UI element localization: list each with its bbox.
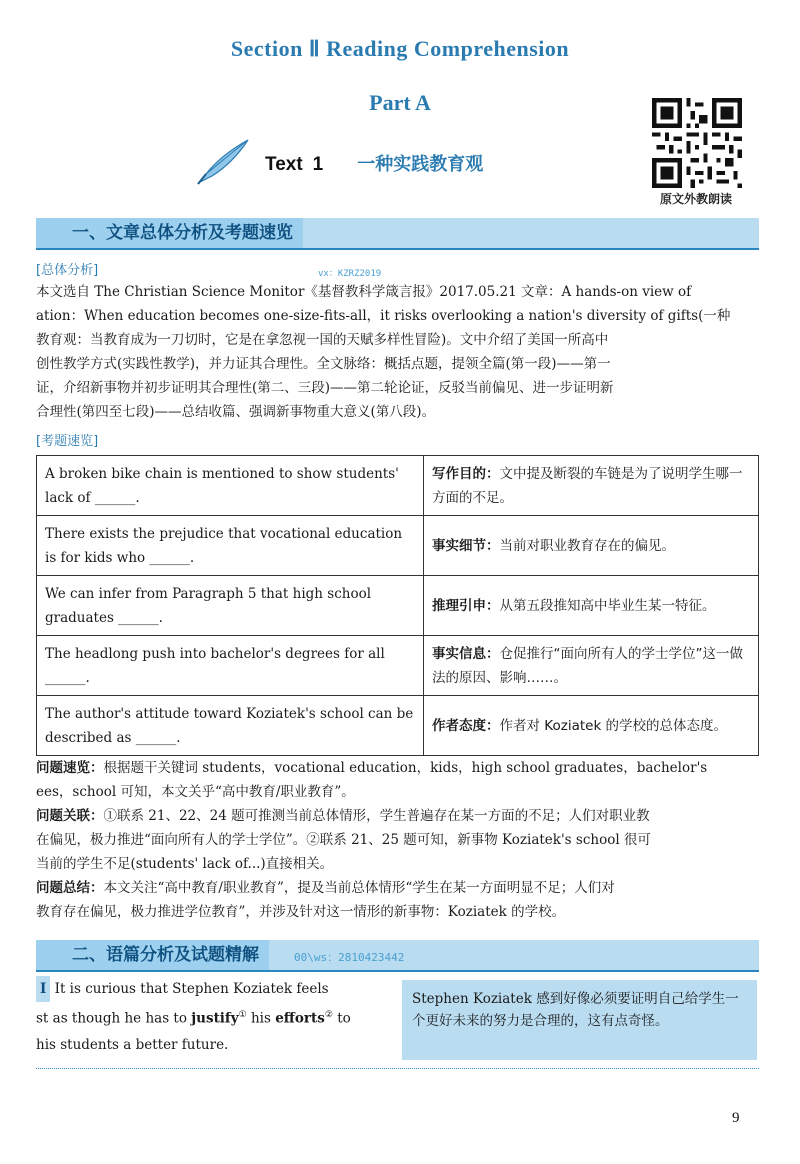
passage-paragraph: [36, 976, 351, 1058]
qr-caption: 原文外教朗读: [659, 192, 732, 206]
question-type: 推理引申：: [432, 597, 500, 614]
quick-view-label: [考题速览]: [36, 434, 99, 449]
divider: [36, 1068, 759, 1069]
question-note: 作者对 Koziatek 的学校的总体态度。: [499, 717, 728, 734]
question-note: 文中提及断裂的车链是为了说明学生哪一方面的不足。: [432, 465, 743, 506]
section-heading-2-label: 二、语篇分析及试题精解: [36, 940, 269, 970]
question-analysis: [424, 516, 759, 576]
heading-rule: [36, 970, 759, 972]
overview-line: 本文选自 The Christian Science Monitor《基督教科学箴言报》2017.05.21 文章：A hands-on view of: [36, 284, 692, 300]
table-row: [37, 636, 759, 696]
note-line: 教育存在偏见，极力推进学位教育”，并涉及针对这一情形的新事物：Koziatek 的学校。: [36, 904, 566, 920]
watermark: 00\ws：2810423442: [294, 951, 405, 964]
note-line: 当前的学生不足(students' lack of...)直接相关。: [36, 856, 334, 872]
quill-pen-icon: [196, 138, 252, 186]
question-table: [36, 455, 759, 756]
question-stem: The headlong push into bachelor's degrees for all ______.: [37, 636, 424, 696]
question-stem: There exists the prejudice that vocational education is for kids who ______.: [37, 516, 424, 576]
table-row: [37, 516, 759, 576]
note-line: [36, 876, 707, 900]
translation-box: [402, 980, 757, 1060]
question-type: 事实细节：: [432, 537, 500, 554]
note-line: ees，school 可知，本文关乎“高中教育/职业教育”。: [36, 784, 355, 800]
qr-code-icon[interactable]: [652, 98, 742, 188]
question-type: 作者态度：: [432, 717, 500, 734]
passage-line: It is curious that Stephen Koziatek feels: [54, 981, 329, 997]
overview-label: [总体分析]: [36, 263, 99, 278]
vocab-justify[interactable]: justify: [191, 1010, 239, 1027]
note-tag: 问题速览：: [36, 760, 104, 776]
heading-rule: [36, 248, 759, 250]
watermark: vx：KZRZ2019: [318, 269, 382, 279]
note-text: 本文关注“高中教育/职业教育”，提及当前总体情形“学生在某一方面明显不足；人们对: [103, 880, 615, 896]
section-title: Section Ⅱ Reading Comprehension: [230, 36, 570, 61]
overview-line: 证，介绍新事物并初步证明其合理性(第二、三段)——第二轮论证，反驳当前偏见、进一步证明新: [36, 380, 614, 396]
question-note: 当前对职业教育存在的偏见。: [499, 537, 675, 554]
question-stem: The author's attitude toward Koziatek's school can be described as ______.: [37, 696, 424, 756]
table-row: [37, 576, 759, 636]
question-stem: We can infer from Paragraph 5 that high school graduates ______.: [37, 576, 424, 636]
note-line: 在偏见，极力推进“面向所有人的学士学位”。②联系 21、25 题可知，新事物 Koziatek's school 很可: [36, 832, 651, 848]
passage-text: his: [246, 1010, 276, 1027]
question-analysis: [424, 456, 759, 516]
text-number: 1: [312, 154, 324, 175]
page-number: 9: [732, 1110, 740, 1126]
overview-line: 合理性(第四至七段)——总结收篇、强调新事物重大意义(第八段)。: [36, 404, 436, 420]
overview-line: 创性教学方式(实践性教学)，并力证其合理性。全文脉络：概括点题，提领全篇(第一段)——第一: [36, 356, 611, 372]
part-title: Part A: [369, 90, 431, 115]
note-line: [36, 804, 707, 828]
table-row: [37, 696, 759, 756]
question-stem: A broken bike chain is mentioned to show students' lack of ______.: [37, 456, 424, 516]
text-title: [265, 150, 483, 176]
question-type: 写作目的：: [432, 465, 500, 482]
question-analysis: [424, 696, 759, 756]
footnote-marker[interactable]: ①: [238, 1010, 247, 1020]
note-tag: 问题关联：: [36, 808, 104, 824]
overview-paragraph: [36, 280, 730, 424]
question-type: 事实信息：: [432, 645, 500, 662]
table-row: [37, 456, 759, 516]
note-text: 根据题干关键词 students，vocational education，kids，high school graduates，bachelor's: [103, 760, 708, 776]
overview-line: 教育观：当教育成为一刀切时，它是在拿忽视一国的天赋多样性冒险)。文中介绍了美国一所高中: [36, 332, 609, 348]
section-heading-1: [36, 218, 759, 248]
section-heading-1-label: 一、文章总体分析及考题速览: [36, 218, 303, 248]
passage-text: to: [332, 1010, 351, 1027]
question-analysis: [424, 636, 759, 696]
overview-line: ation：When education becomes one-size-fits-all，it risks overlooking a nation's diversity of gifts(一种: [36, 308, 731, 324]
note-text: ①联系 21、22、24 题可推测当前总体情形，学生普遍存在某一方面的不足；人们对职业教: [103, 808, 650, 824]
note-line: [36, 756, 707, 780]
translation-text: Stephen Koziatek 感到好像必须要证明自己给学生一个更好未来的努力是合理的，这有点奇怪。: [412, 991, 739, 1029]
passage-text: st as though he has to: [36, 1010, 192, 1027]
vocab-efforts[interactable]: efforts: [275, 1010, 325, 1027]
question-analysis: [424, 576, 759, 636]
text-title-zh: 一种实践教育观: [357, 154, 484, 175]
question-note: 从第五段推知高中毕业生某一特征。: [499, 597, 716, 614]
note-tag: 问题总结：: [36, 880, 104, 896]
footnote-marker[interactable]: ②: [324, 1010, 333, 1020]
section-heading-2: [36, 940, 759, 970]
passage-line: his students a better future.: [36, 1036, 229, 1053]
text-label: Text: [265, 154, 303, 175]
paragraph-number: Ⅰ: [36, 976, 50, 1002]
question-notes: [36, 756, 707, 924]
question-note: 仓促推行“面向所有人的学士学位”这一做法的原因、影响……。: [432, 645, 743, 686]
